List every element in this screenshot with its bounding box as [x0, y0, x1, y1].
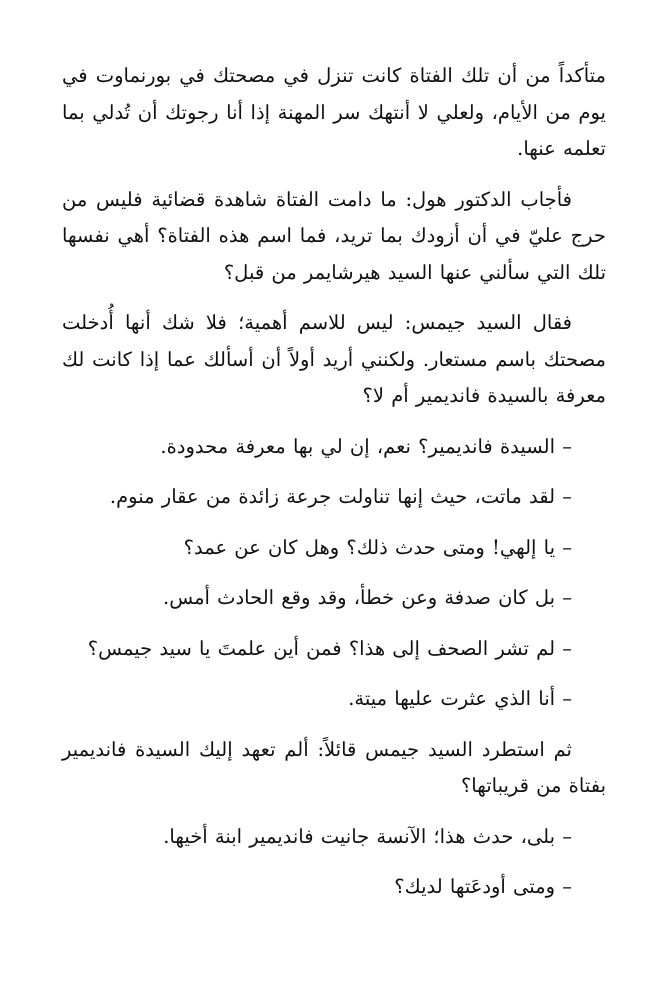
dialogue-line: – بلى، حدث هذا؛ الآنسة جانيت فانديمير ابنة أخيها. — [163, 824, 572, 848]
book-page — [62, 58, 606, 998]
paragraph-continuation: متأكداً من أن تلك الفتاة كانت تنزل في مصحتك في بورنماوت في يوم من الأيام، ولعلي لا أنتهك سر المهنة إذا أنا رجوتك أن تُدلي بما تعلمه عنها. — [62, 64, 606, 160]
dialogue-line: – لم تشر الصحف إلى هذا؟ فمن أين علمتَ يا سيد جيمس؟ — [87, 636, 572, 660]
paragraph-mr-james-reply: فقال السيد جيمس: ليس للاسم أهمية؛ فلا شك أنها أُدخلت مصحتك باسم مستعار. ولكنني أريد أولاً أن أسألك عما إذا كانت لك معرفة بالسيدة فانديمير أم لا؟ — [62, 311, 606, 407]
dialogue-line: – يا إلهي! ومتى حدث ذلك؟ وهل كان عن عمد؟ — [183, 535, 572, 559]
dialogue-line: – بل كان صدفة وعن خطأ، وقد وقع الحادث أمس. — [163, 586, 572, 609]
dialogue-line: – ومتى أودعَتها لديك؟ — [394, 875, 572, 898]
dialogue-line: – لقد ماتت، حيث إنها تناولت جرعة زائدة من عقار منوم. — [109, 485, 572, 508]
dialogue-line: – السيدة فانديمير؟ نعم، إن لي بها معرفة محدودة. — [160, 434, 572, 458]
paragraph-mr-james-continues: ثم استطرد السيد جيمس قائلاً: ألم تعهد إليك السيدة فانديمير بفتاة من قريباتها؟ — [62, 737, 606, 797]
paragraph-dr-hall-reply: فأجاب الدكتور هول: ما دامت الفتاة شاهدة قضائية فليس من حرج عليّ في أن أزودك بما تريد، فما اسم هذه الفتاة؟ أهي نفسها تلك التي سألني عنها السيد هيرشايمر من قبل؟ — [62, 187, 606, 284]
dialogue-line: – أنا الذي عثرت عليها ميتة. — [348, 687, 572, 710]
